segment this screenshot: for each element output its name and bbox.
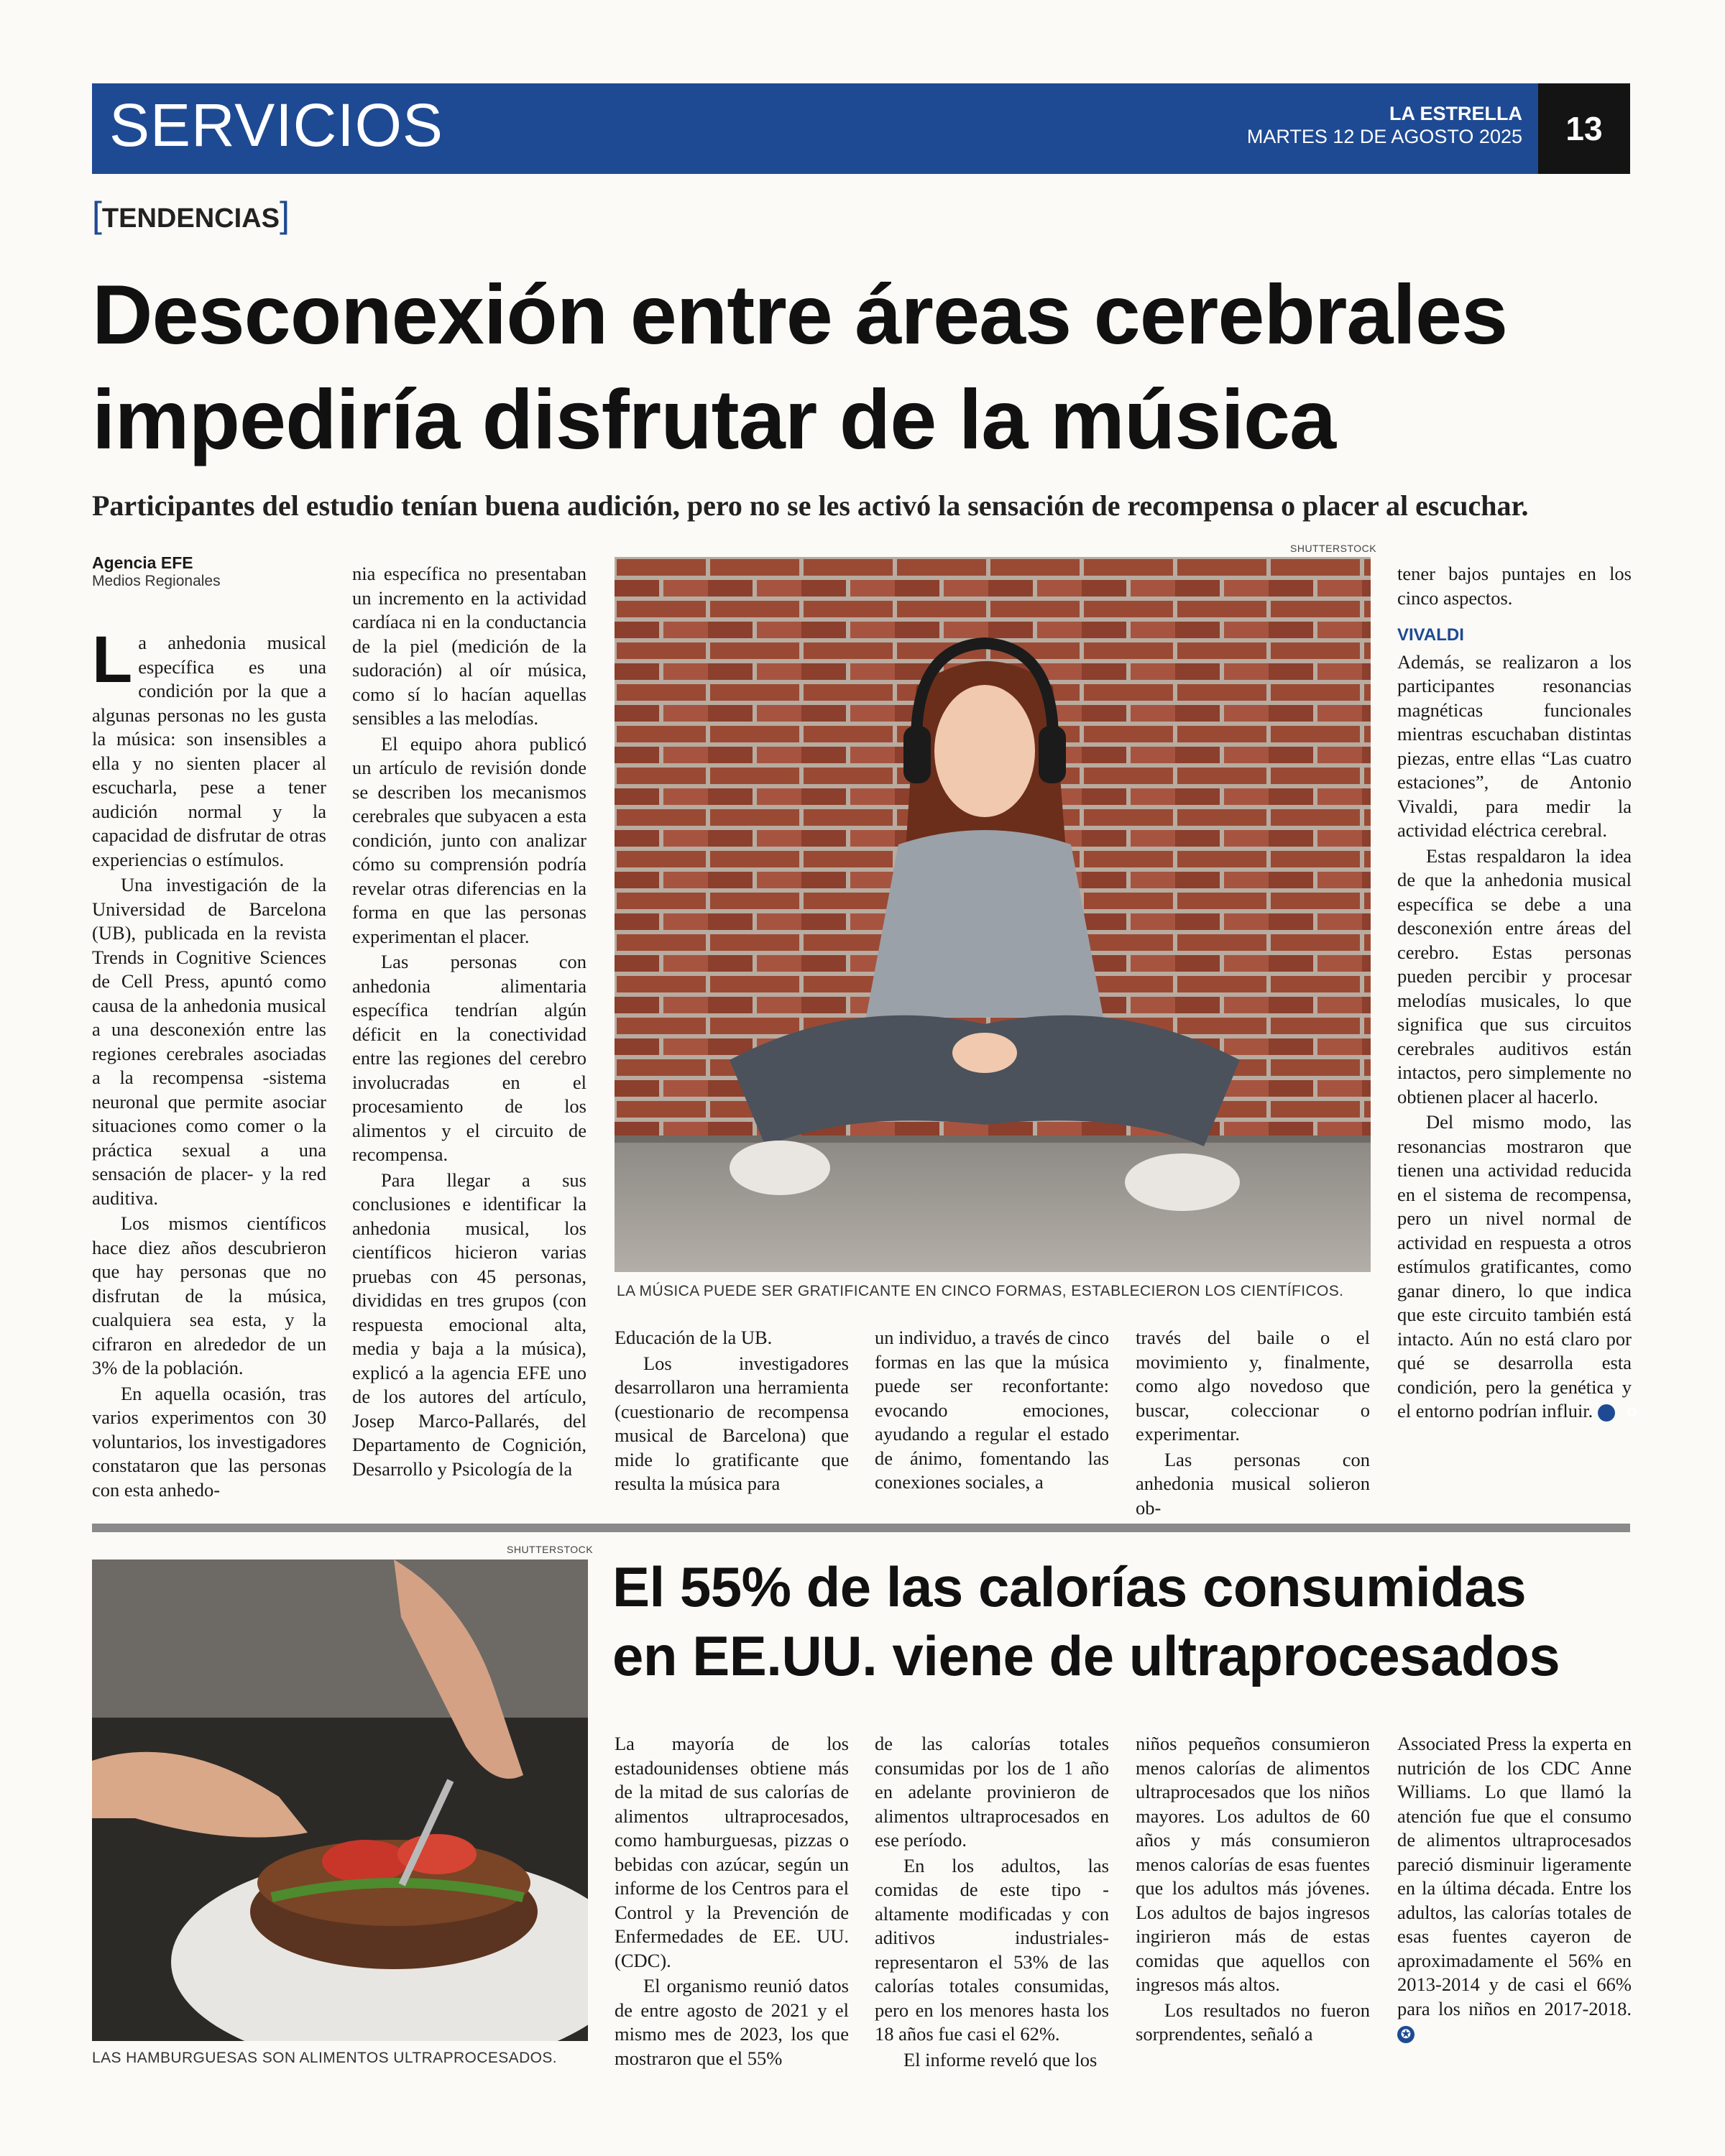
headline-line-1: Desconexión entre áreas cerebrales	[92, 267, 1508, 361]
girl-headphones-photo	[615, 557, 1371, 1272]
section-header	[92, 83, 1630, 174]
paragraph: Para llegar a sus conclusiones e identificar la anhedonia musical, los científicos hicieron varias pruebas con 45 personas, divididas en tres grupos (con respuesta emocional alta, media y baja a la música), explicó a la agencia EFE uno de los autores del artículo, Josep Marco-Pallarés, del Departamento de Cognición, Desarrollo y Psicología de la	[352, 1169, 586, 1480]
kicker-label: TENDENCIAS	[101, 203, 280, 234]
paragraph: nia específica no presentaban un incremento en la actividad cardíaca ni en la conductancia de la piel (medición de la sudoración) al oír música, como sí lo hacían aquellas sensibles a las melodías.	[352, 563, 586, 729]
paragraph: Del mismo modo, las resonancias mostraron que tienen una actividad reducida en el sistema de recompensa, pero un nivel normal de actividad en respuesta a otros estímulos gratificantes, como ganar dinero, lo que indica que este circuito también está intacto. Aún no está claro por qué se desarrolla esta condición, pero la genética y el entorno podrían influir. ✪	[1397, 1111, 1637, 1422]
paragraph: Associated Press la experta en nutrición de los CDC Anne Williams. Lo que llamó la atención fue que el consumo de alimentos ultraprocesados pareció disminuir ligeramente en la última década. Entre los adultos, las calorías totales de esas fuentes cayeron de aproximadamente el 56% en 2013-2014 y de casi el 66% para los niños en 2017-2018. ✪	[1397, 1733, 1632, 2042]
paragraph: través del baile o el movimiento y, finalmente, como algo novedoso que buscar, coleccionar o experimentar.	[1136, 1327, 1370, 1445]
paragraph: En aquella ocasión, tras varios experimentos con 30 voluntarios, los investigadores constataron que las personas con esta anhedo-	[92, 1382, 326, 1501]
photo-credit: SHUTTERSTOCK	[1290, 543, 1377, 554]
paragraph: El organismo reunió datos de entre agosto de 2021 y el mismo mes de 2023, los que mostraron que el 55%	[615, 1975, 849, 2069]
paragraph: El informe reveló que los	[903, 2048, 1098, 2070]
headline2-line-2: en EE.UU. viene de ultraprocesados	[612, 1624, 1560, 1687]
article1-headline	[92, 262, 1637, 472]
paragraph: Educación de la UB.	[615, 1327, 773, 1348]
paragraph: Los investigadores desarrollaron una herramienta (cuestionario de recompensa musical de Barcelona) que mide lo gratificante que resulta la música para	[615, 1352, 849, 1494]
photo-caption: LA MÚSICA PUEDE SER GRATIFICANTE EN CINCO FORMAS, ESTABLECIERON LOS CIENTÍFICOS.	[617, 1283, 1344, 1299]
article2-column-4	[1397, 1732, 1632, 2047]
issue-date: MARTES 12 DE AGOSTO 2025	[1246, 126, 1522, 147]
headline-line-2: impediría disfrutar de la música	[92, 372, 1336, 466]
headline2-line-1: El 55% de las calorías consumidas	[612, 1555, 1527, 1618]
byline-outlet: Medios Regionales	[92, 573, 221, 589]
article1-deck: Participantes del estudio tenían buena audición, pero no se les activó la sensación de recompensa o placer al escuchar.	[92, 489, 1529, 522]
article2-column-2	[875, 1732, 1109, 2073]
page-number: 13	[1538, 83, 1630, 174]
paragraph: Los resultados no fueron sorprendentes, señaló a	[1136, 1999, 1370, 2045]
article2-column-1	[615, 1732, 849, 2072]
photo-caption-2: LAS HAMBURGUESAS SON ALIMENTOS ULTRAPROCESADOS.	[92, 2050, 558, 2066]
section-title: SERVICIOS	[109, 91, 443, 159]
photo-illustration	[615, 557, 1371, 1272]
byline-agency: Agencia EFE	[92, 553, 193, 572]
kicker: [TENDENCIAS]	[92, 195, 290, 235]
paragraph: Además, se realizaron a los participantes resonancias magnéticas funcionales mientras escuchaban distintas piezas, entre ellas “Las cuatro estaciones”, de Antonio Vivaldi, para medir la actividad eléctrica cerebral.	[1397, 650, 1632, 841]
paragraph: niños pequeños consumieron menos calorías de alimentos ultraprocesados que los niños mayores. Los adultos de 60 años y más consumieron menos calorías de esas fuentes que los adultos más jóvenes. Los adultos de bajos ingresos ingirieron más de estas comidas que aquellos con ingresos más altos.	[1136, 1733, 1370, 1995]
paragraph: Las personas con anhedonia alimentaria específica tendrían algún déficit en la conectividad entre las regiones del cerebro involucradas en el procesamiento de los alimentos y el circuito de recompensa.	[352, 951, 586, 1165]
byline	[92, 553, 221, 590]
burger-illustration	[92, 1560, 588, 2041]
article2-column-3	[1136, 1732, 1370, 2048]
drop-cap: L	[92, 623, 133, 696]
article1-column-1	[92, 623, 326, 1503]
photo-credit-2: SHUTTERSTOCK	[507, 1544, 594, 1555]
burger-photo	[92, 1560, 588, 2041]
paragraph: Las personas con anhedonia musical solieron ob-	[1136, 1448, 1370, 1519]
paragraph: Los mismos científicos hace diez años descubrieron que hay personas que no disfrutan de la música, cualquiera sea esta, y la cifraron en alrededor de un 3% de la población.	[92, 1212, 326, 1378]
masthead	[1247, 102, 1522, 148]
article1-column-5	[1136, 1326, 1370, 1521]
article1-column-2	[352, 562, 586, 1483]
paper-name: LA ESTRELLA	[1389, 103, 1522, 124]
paragraph: un individuo, a través de cinco formas en las que la música puede ser reconfortante: evocando emociones, ayudando a regular el estado de ánimo, fomentando las conexiones sociales, a	[875, 1327, 1109, 1493]
paragraph: tener bajos puntajes en los cinco aspectos.	[1397, 563, 1632, 609]
subhead-vivaldi: VIVALDI	[1397, 625, 1464, 645]
article1-column-6	[1397, 562, 1637, 1425]
end-mark-icon: ✪	[1397, 2026, 1414, 2043]
article2-headline	[612, 1552, 1633, 1690]
paragraph: La anhedonia musical específica es una condición por la que a algunas personas no les gusta la música: son insensibles a ella y no sienten placer al escucharla, pese a tener audición normal y la capacidad de disfrutar de otras experiencias o estímulos.	[92, 623, 326, 870]
paragraph: En los adultos, las comidas de este tipo -altamente modificadas y con aditivos industriales- representaron el 53% de las calorías totales consumidas, pero en los menores hasta los 18 años fue casi el 62%.	[875, 1854, 1109, 2045]
article1-column-4	[875, 1326, 1109, 1496]
paragraph: Estas respaldaron la idea de que la anhedonia musical específica se debe a una desconexión entre áreas del cerebro. Estas personas pueden percibir y procesar melodías musicales, lo que significa que sus circuitos cerebrales auditivos están intactos, pero simplemente no obtienen placer al hacerlo.	[1397, 844, 1632, 1107]
paragraph: de las calorías totales consumidas por los de 1 año en adelante provinieron de alimentos ultraprocesados en ese período.	[875, 1733, 1109, 1851]
end-mark-icon: ✪	[1598, 1404, 1615, 1422]
paragraph: El equipo ahora publicó un artículo de revisión donde se describen los mecanismos cerebrales que subyacen a esta condición, junto con analizar cómo su comprensión podría revelar otras diferencias en la forma en que las personas experimentan el placer.	[352, 732, 586, 947]
article1-column-3	[615, 1326, 849, 1498]
paragraph: Una investigación de la Universidad de Barcelona (UB), publicada en la revista Trends in Cognitive Sciences de Cell Press, apuntó como causa de la anhedonia musical a una desconexión entre las regiones cerebrales asociadas a la recompensa -sistema neuronal que permite asociar situaciones como comer o la práctica sexual a una sensación de placer- y la red auditiva.	[92, 874, 326, 1209]
article-divider	[92, 1524, 1630, 1532]
paragraph: La mayoría de los estadounidenses obtiene más de la mitad de sus calorías de alimentos ultraprocesados, como hamburguesas, pizzas o bebidas con azúcar, según un informe de los Centros para el Control y la Prevención de Enfermedades de EE. UU. (CDC).	[615, 1733, 849, 1971]
